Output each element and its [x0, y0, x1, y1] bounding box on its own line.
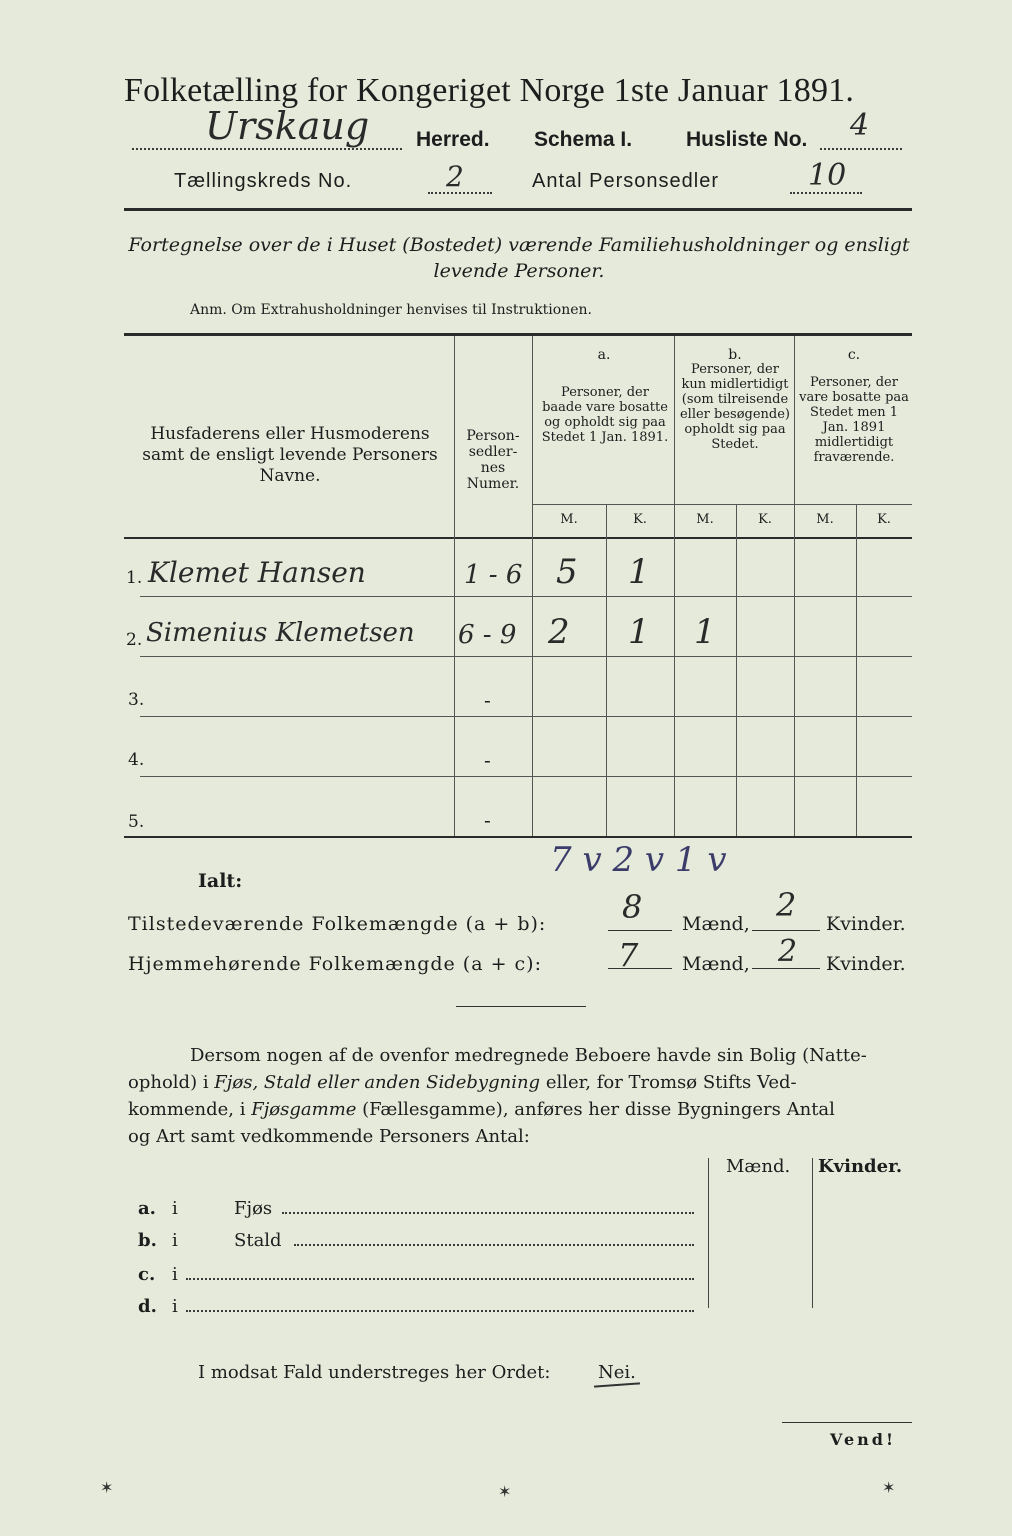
col-divider	[736, 505, 737, 836]
kreds-value: 2	[446, 160, 464, 193]
row-numer: 6 - 9	[458, 620, 517, 650]
row-name: Klemet Hansen	[148, 556, 366, 589]
para-line-3	[128, 1096, 835, 1123]
hjem-k-value: 2	[778, 934, 798, 969]
col-header-names: Husfaderens eller Husmoderens samt de ensligt levende Personers Navne.	[142, 424, 438, 486]
row-line	[140, 776, 912, 777]
col-header-a: Personer, der baade vare bosatte og opholdt sig paa Stedet 1 Jan. 1891.	[541, 385, 669, 445]
kvinder-col-divider	[812, 1158, 813, 1308]
item-name: Stald	[234, 1230, 282, 1251]
col-divider	[454, 336, 455, 836]
col-maend: Mænd.	[726, 1156, 791, 1177]
husliste-dotted-line	[820, 148, 902, 150]
tilst-m-line	[608, 930, 672, 931]
para-line-4: og Art samt vedkommende Personers Antal:	[128, 1126, 530, 1147]
hjem-maend: Mænd,	[682, 953, 750, 975]
tilst-m-value: 8	[622, 888, 643, 926]
row-number: 2.	[126, 630, 143, 650]
row-number: 3.	[128, 690, 145, 710]
maend-col-divider	[708, 1158, 709, 1308]
col-header-b: Personer, der kun midlertidigt (som tilreisende eller besøgende) opholdt sig paa Stedet.	[679, 362, 791, 452]
item-name: Fjøs	[234, 1198, 273, 1219]
intro-line-2: levende Personer.	[433, 260, 605, 282]
hjem-kvinder: Kvinder.	[826, 953, 906, 975]
tilst-k-line	[752, 930, 820, 931]
vend-rule	[782, 1422, 912, 1423]
modsat-text: I modsat Fald understreges her Ordet:	[198, 1362, 551, 1383]
col-b-letter: b.	[728, 347, 742, 363]
mk-top-line	[532, 504, 912, 505]
herred-value: Urskaug	[205, 104, 370, 148]
star-icon: ✶	[498, 1482, 512, 1501]
row-b-m: 1	[694, 612, 716, 652]
para-line-2-b: Fjøs, Stald eller anden Sidebygning	[214, 1072, 541, 1093]
page-title: Folketælling for Kongeriget Norge 1ste Januar 1891.	[124, 72, 855, 109]
para-line-2-a: ophold) i	[128, 1072, 215, 1093]
herred-label: Herred.	[416, 128, 490, 151]
row-numer: -	[484, 808, 491, 832]
item-letter: b.	[138, 1230, 157, 1251]
row-number: 4.	[128, 750, 145, 770]
row-line	[140, 596, 912, 597]
item-i: i	[172, 1296, 178, 1317]
table-bottom-rule	[124, 836, 912, 838]
tilst-label: Tilstedeværende Folkemængde (a + b):	[128, 913, 547, 935]
col-c-letter: c.	[847, 347, 861, 363]
tilst-kvinder: Kvinder.	[826, 913, 906, 935]
col-divider	[794, 336, 795, 836]
item-dotted-line	[186, 1278, 694, 1280]
row-line	[140, 656, 912, 657]
star-icon: ✶	[100, 1478, 114, 1497]
item-letter: d.	[138, 1296, 157, 1317]
col-divider	[674, 336, 675, 836]
row-number: 5.	[128, 812, 145, 832]
hjem-m-value: 7	[618, 936, 639, 974]
husliste-label: Husliste No.	[686, 128, 808, 151]
col-divider	[532, 336, 533, 836]
row-name: Simenius Klemetsen	[146, 618, 415, 648]
item-letter: a.	[138, 1198, 156, 1219]
kreds-label: Tællingskreds No.	[174, 170, 353, 192]
row-numer: -	[484, 688, 491, 712]
herred-dotted-line	[132, 148, 402, 150]
row-number: 1.	[126, 568, 143, 588]
para-line-2-c: eller, for Tromsø Stifts Ved-	[540, 1072, 797, 1093]
row-a-k: 1	[628, 612, 650, 652]
b-k-header: K.	[758, 512, 772, 527]
item-i: i	[172, 1198, 178, 1219]
hjem-label: Hjemmehørende Folkemængde (a + c):	[128, 953, 542, 975]
para-line-3-b: Fjøsgamme	[251, 1099, 357, 1120]
vend-label: Vend!	[830, 1430, 896, 1449]
intro-line-1: Fortegnelse over de i Huset (Bostedet) værende Familiehusholdninger og ensligt	[128, 234, 910, 256]
col-header-numer: Person-sedler-nes Numer.	[466, 428, 520, 492]
col-divider	[856, 505, 857, 836]
star-icon: ✶	[882, 1478, 896, 1497]
row-numer: 1 - 6	[464, 560, 523, 590]
nei-underline	[594, 1382, 640, 1387]
item-i: i	[172, 1264, 178, 1285]
item-dotted-line	[186, 1310, 694, 1312]
row-line	[140, 716, 912, 717]
c-m-header: M.	[816, 512, 834, 527]
a-m-header: M.	[560, 512, 578, 527]
col-kvinder: Kvinder.	[818, 1156, 903, 1177]
col-a-letter: a.	[597, 347, 611, 363]
antal-value: 10	[808, 158, 847, 193]
row-a-m: 2	[548, 612, 570, 652]
para-line-3-c: (Fællesgamme), anføres her disse Bygningers Antal	[356, 1099, 835, 1120]
anm-note: Anm. Om Extrahusholdninger henvises til Instruktionen.	[190, 302, 592, 318]
ialt-value: 7 v 2 v 1 v	[550, 840, 727, 880]
para-line-2	[128, 1069, 797, 1096]
section-separator	[456, 1006, 586, 1007]
col-header-c: Personer, der vare bosatte paa Stedet men 1 Jan. 1891 midlertidigt fraværende.	[799, 375, 909, 465]
row-a-k: 1	[628, 552, 650, 592]
para-line-3-a: kommende, i	[128, 1099, 252, 1120]
husliste-value: 4	[850, 108, 870, 143]
row-a-m: 5	[556, 552, 578, 592]
c-k-header: K.	[877, 512, 891, 527]
antal-label: Antal Personsedler	[532, 170, 719, 192]
tilst-k-value: 2	[776, 886, 797, 924]
b-m-header: M.	[696, 512, 714, 527]
item-i: i	[172, 1230, 178, 1251]
a-k-header: K.	[633, 512, 647, 527]
header-rule	[124, 208, 912, 211]
col-divider	[606, 505, 607, 836]
item-dotted-line	[282, 1212, 694, 1214]
schema-label: Schema I.	[534, 128, 633, 151]
tilst-maend: Mænd,	[682, 913, 750, 935]
para-line-1: Dersom nogen af de ovenfor medregnede Beboere havde sin Bolig (Natte-	[190, 1045, 867, 1066]
row-numer: -	[484, 748, 491, 772]
nei-word: Nei.	[598, 1362, 636, 1383]
ialt-label: Ialt:	[198, 870, 243, 892]
item-dotted-line	[294, 1244, 694, 1246]
item-letter: c.	[138, 1264, 156, 1285]
